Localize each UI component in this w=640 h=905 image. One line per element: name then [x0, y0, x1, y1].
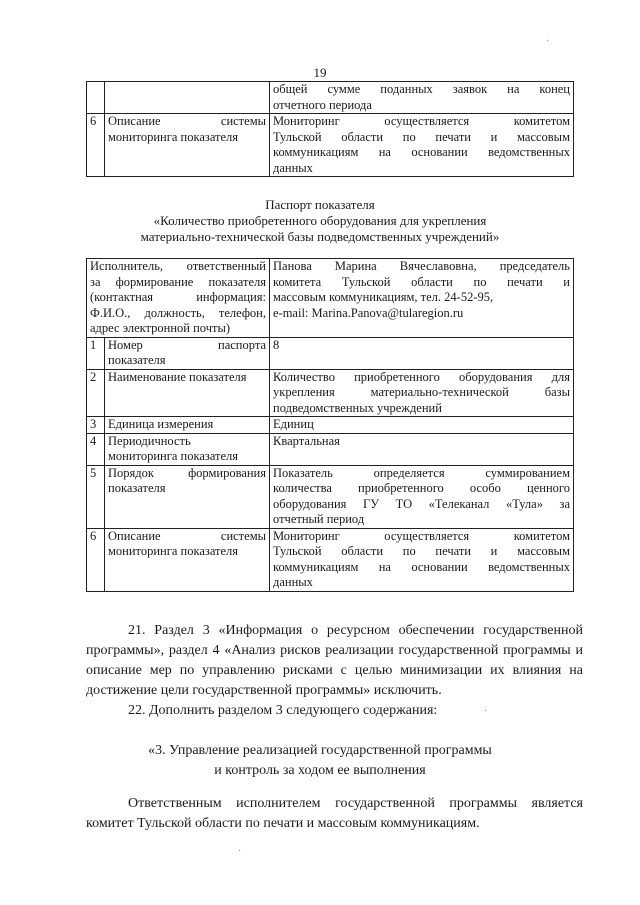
- row-number: 6: [87, 114, 105, 177]
- row-number: 1: [87, 337, 105, 369]
- executor-label: Исполнитель, ответственный за формирование показателя (контактная информация: Ф.И.О., должность, телефон, адрес электронной почты): [87, 259, 270, 338]
- row-number: 5: [87, 465, 105, 528]
- row-value: Мониторинг осуществляется комитетом Тульской области по печати и массовым коммуникациям на основании ведомственных данных: [270, 114, 574, 177]
- row-number: 3: [87, 417, 105, 434]
- scan-dot: ·: [484, 706, 488, 717]
- table-row: [87, 417, 574, 434]
- row-label: Единица измерения: [105, 417, 270, 434]
- table-row: [87, 465, 574, 528]
- row-value: Квартальная: [270, 433, 574, 465]
- row-label: Описание системы мониторинга показателя: [105, 114, 270, 177]
- row-value: Количество приобретенного оборудования для укрепления материально-технической базы подведомственных учреждений: [270, 369, 574, 417]
- table-row: [87, 433, 574, 465]
- row-number: 4: [87, 433, 105, 465]
- row-value: Мониторинг осуществляется комитетом Тульской области по печати и массовым коммуникациям на основании ведомственных данных: [270, 528, 574, 591]
- indicator-passport-table: [86, 258, 574, 592]
- table-row: [87, 114, 574, 177]
- row-label: Номер паспорта показателя: [105, 337, 270, 369]
- row-label: Порядок формирования показателя: [105, 465, 270, 528]
- table-row: [87, 82, 574, 114]
- table-row: [87, 369, 574, 417]
- row-value: общей сумме поданных заявок на конец отчетного периода: [270, 82, 574, 114]
- scan-dot: ·: [238, 846, 242, 857]
- table-row: [87, 259, 574, 338]
- responsible-executor-paragraph: Ответственным исполнителем государственной программы является комитет Тульской области по печати и массовым коммуникациям.: [86, 796, 583, 831]
- section-title: «3. Управление реализацией государственной программы и контроль за ходом ее выполнения: [148, 743, 492, 778]
- passport-title: Паспорт показателя «Количество приобретенного оборудования для укрепления материально-технической базы подведомственных учреждений»: [140, 197, 500, 244]
- indicator-table-continued: [86, 81, 574, 177]
- table-row: [87, 337, 574, 369]
- page-number: 19: [313, 65, 327, 80]
- row-value: Единиц: [270, 417, 574, 434]
- row-number: 2: [87, 369, 105, 417]
- executor-value: Панова Марина Вячеславовна, председатель комитета Тульской области по печати и массовым коммуникациям, тел. 24-52-95, e-mail: Marina.Panova@tularegion.ru: [270, 259, 574, 338]
- paragraph-21: 21. Раздел 3 «Информация о ресурсном обеспечении государственной программы», раздел 4 «Анализ рисков реализации государственной программы и описание мер по управлению рисками с целью минимизации их влияния на достижение цели государственной программы» исключить.: [86, 623, 583, 698]
- row-label: Периодичность мониторинга показателя: [105, 433, 270, 465]
- row-label: Наименование показателя: [105, 369, 270, 417]
- row-label: Описание системы мониторинга показателя: [105, 528, 270, 591]
- row-value: Показатель определяется суммированием количества приобретенного особо ценного оборудования ГУ ТО «Телеканал «Тула» за отчетный период: [270, 465, 574, 528]
- row-number: 6: [87, 528, 105, 591]
- paragraph-22: 22. Дополнить разделом 3 следующего содержания:: [128, 703, 438, 718]
- table-row: [87, 528, 574, 591]
- row-value: 8: [270, 337, 574, 369]
- scan-dot: ·: [546, 36, 550, 47]
